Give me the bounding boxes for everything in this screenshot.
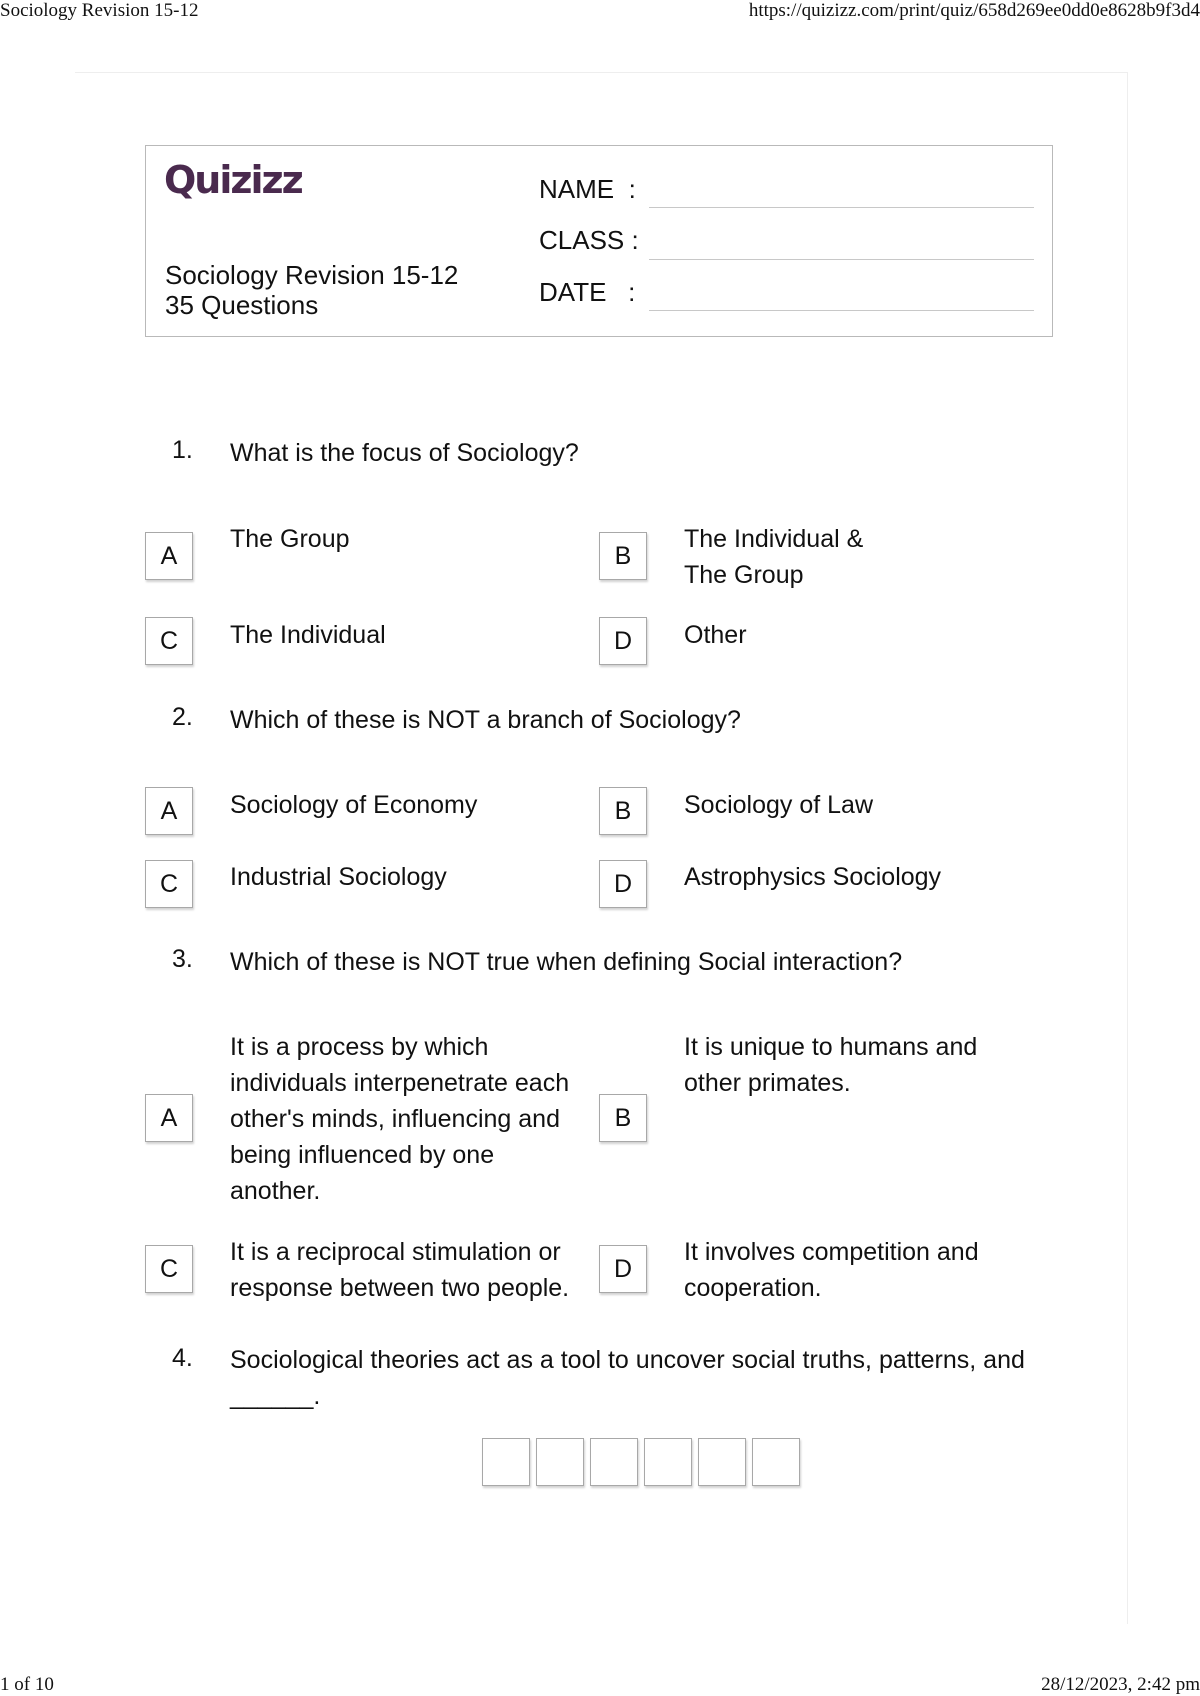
question-number: 1. [172, 436, 193, 464]
option-text: It is a process by which individuals interpenetrate each other's minds, influencing and being influenced by one another. [230, 1033, 570, 1205]
answer-letter-box[interactable] [482, 1438, 530, 1486]
question-number: 2. [172, 703, 193, 731]
sheet-border-top [75, 72, 1128, 73]
option-box-b[interactable]: B [599, 532, 647, 580]
option-box-c[interactable]: C [145, 1245, 193, 1293]
option-box-c[interactable]: C [145, 860, 193, 908]
option-box-a[interactable]: A [145, 532, 193, 580]
worksheet-header [145, 145, 1053, 337]
name-field[interactable] [649, 207, 1034, 208]
answer-letter-box[interactable] [644, 1438, 692, 1486]
option-text: Sociology of Law [684, 791, 874, 819]
option-text: It is a reciprocal stimulation or response between two people. [230, 1238, 570, 1302]
date-field[interactable] [649, 310, 1034, 311]
class-label: CLASS : [539, 225, 639, 255]
question-text: Sociological theories act as a tool to uncover social truths, patterns, and ______. [230, 1346, 1025, 1410]
question-number: 4. [172, 1344, 193, 1372]
option-box-d[interactable]: D [599, 617, 647, 665]
print-header-url[interactable]: https://quizizz.com/print/quiz/658d269ee0dd0e8628b9f3d4 [748, 0, 1200, 21]
print-datetime: 28/12/2023, 2:42 pm [1041, 1674, 1200, 1695]
option-text: The Group [230, 525, 350, 553]
option-text: The Individual [230, 621, 386, 649]
quiz-title: Sociology Revision 15-12 [165, 260, 459, 290]
option-text: Astrophysics Sociology [684, 863, 942, 891]
class-field[interactable] [649, 259, 1034, 260]
option-text: Industrial Sociology [230, 863, 447, 891]
option-box-a[interactable]: A [145, 787, 193, 835]
answer-letter-box[interactable] [590, 1438, 638, 1486]
option-text: Sociology of Economy [230, 791, 478, 819]
question-number: 3. [172, 945, 193, 973]
answer-letter-box[interactable] [698, 1438, 746, 1486]
question-count: 35 Questions [165, 290, 319, 320]
option-box-d[interactable]: D [599, 1245, 647, 1293]
question-text: Which of these is NOT a branch of Sociology? [230, 706, 741, 734]
question-text: What is the focus of Sociology? [230, 439, 579, 467]
date-label: DATE : [539, 277, 636, 307]
option-text: The Individual & The Group [684, 525, 864, 589]
option-box-b[interactable]: B [599, 1094, 647, 1142]
option-box-c[interactable]: C [145, 617, 193, 665]
option-text: It is unique to humans and other primates. [684, 1033, 978, 1097]
page-indicator: 1 of 10 [0, 1674, 54, 1695]
option-text: Other [684, 621, 747, 649]
option-text: It involves competition and cooperation. [684, 1238, 979, 1302]
option-box-d[interactable]: D [599, 860, 647, 908]
option-box-a[interactable]: A [145, 1094, 193, 1142]
question-text: Which of these is NOT true when defining Social interaction? [230, 948, 903, 976]
sheet-border-right [1127, 72, 1128, 1624]
answer-letter-box[interactable] [536, 1438, 584, 1486]
name-label: NAME : [539, 174, 636, 204]
print-header-title: Sociology Revision 15-12 [0, 0, 199, 21]
answer-letter-box[interactable] [752, 1438, 800, 1486]
option-box-b[interactable]: B [599, 787, 647, 835]
quizizz-logo: Quizizz [164, 158, 302, 202]
